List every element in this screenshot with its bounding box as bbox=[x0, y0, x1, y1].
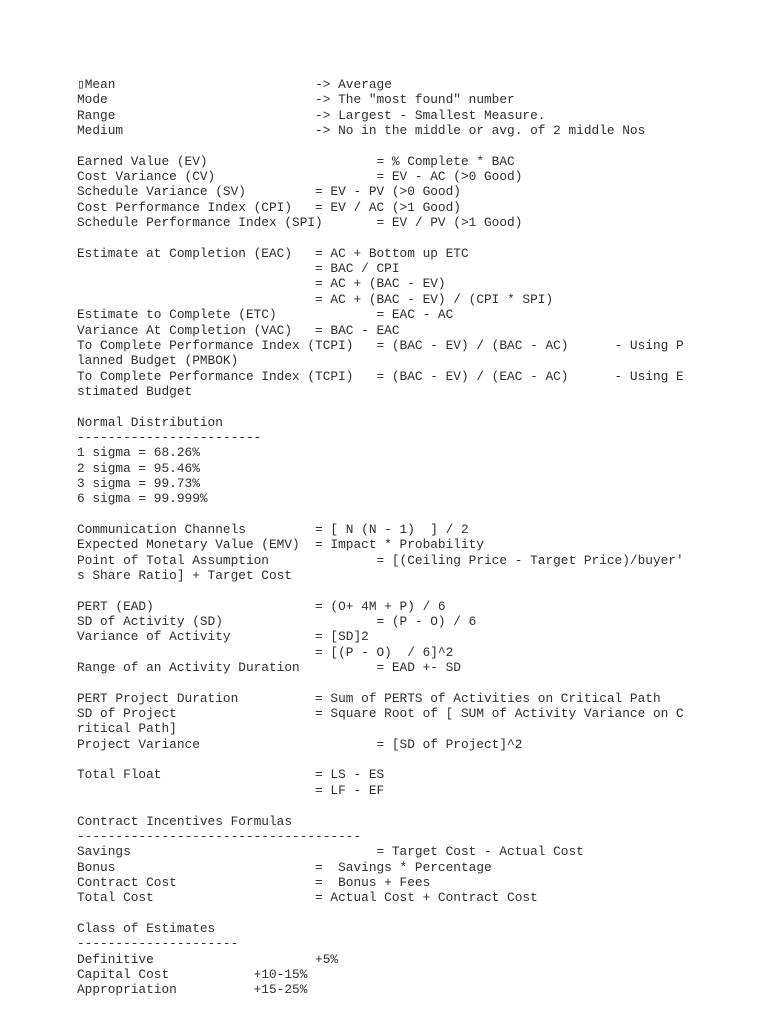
text-line: Schedule Variance (SV) = EV - PV (>0 Good) bbox=[77, 184, 461, 200]
text-line: = AC + (BAC - EV) / (CPI * SPI) bbox=[77, 291, 554, 307]
text-line: Point of Total Assumption = [(Ceiling Price - Target Price)/buyer' bbox=[77, 552, 684, 568]
text-line: = [(P - O) / 6]^2 bbox=[77, 644, 454, 660]
text-line: 3 sigma = 99.73% bbox=[77, 475, 200, 491]
text-line: Schedule Performance Index (SPI) = EV / PV (>1 Good) bbox=[77, 215, 523, 231]
text-line: SD of Project = Square Root of [ SUM of Activity Variance on C bbox=[77, 706, 684, 722]
text-line bbox=[77, 507, 684, 522]
text-line: Contract Cost = Bonus + Fees bbox=[77, 874, 431, 890]
text-line: ▯Mean -> Average bbox=[77, 77, 392, 92]
text-line bbox=[77, 399, 684, 414]
text-line: 6 sigma = 99.999% bbox=[77, 491, 208, 507]
text-line bbox=[77, 138, 684, 153]
text-line: Contract Incentives Formulas bbox=[77, 813, 293, 829]
text-line: SD of Activity (SD) = (P - O) / 6 bbox=[77, 614, 477, 630]
text-line: Communication Channels = [ N (N - 1) ] / 2 bbox=[77, 521, 469, 537]
text-line bbox=[77, 906, 684, 921]
text-line: PERT (EAD) = (O+ 4M + P) / 6 bbox=[77, 598, 446, 614]
text-line: Estimate to Complete (ETC) = EAC - AC bbox=[77, 307, 454, 323]
text-line: To Complete Performance Index (TCPI) = (BAC - EV) / (EAC - AC) - Using E bbox=[77, 368, 684, 384]
text-line bbox=[77, 583, 684, 598]
text-line: Variance of Activity = [SD]2 bbox=[77, 629, 369, 645]
text-line: Normal Distribution bbox=[77, 414, 223, 430]
text-line: stimated Budget bbox=[77, 383, 193, 399]
text-line: Expected Monetary Value (EMV) = Impact * Probability bbox=[77, 537, 485, 553]
text-line: = BAC / CPI bbox=[77, 261, 400, 277]
text-line: Earned Value (EV) = % Complete * BAC bbox=[77, 153, 515, 169]
text-line bbox=[77, 752, 684, 767]
text-line: 2 sigma = 95.46% bbox=[77, 460, 200, 476]
text-line: PERT Project Duration = Sum of PERTS of Activities on Critical Path bbox=[77, 690, 661, 706]
text-line: --------------------- bbox=[77, 936, 239, 952]
text-line: Medium -> No in the middle or avg. of 2 middle Nos bbox=[77, 123, 646, 139]
text-line: Cost Performance Index (CPI) = EV / AC (>1 Good) bbox=[77, 199, 461, 215]
text-line bbox=[77, 230, 684, 245]
text-line: lanned Budget (PMBOK) bbox=[77, 353, 239, 369]
text-line: Class of Estimates bbox=[77, 920, 216, 936]
text-line: Mode -> The "most found" number bbox=[77, 92, 515, 108]
text-line: Estimate at Completion (EAC) = AC + Bottom up ETC bbox=[77, 245, 469, 261]
formula-sheet-text bbox=[77, 77, 684, 998]
text-line: Project Variance = [SD of Project]^2 bbox=[77, 736, 523, 752]
text-line: s Share Ratio] + Target Cost bbox=[77, 568, 293, 583]
text-line: To Complete Performance Index (TCPI) = (BAC - EV) / (BAC - AC) - Using P bbox=[77, 337, 684, 353]
text-line: ------------------------------------- bbox=[77, 828, 362, 844]
text-line: Capital Cost +10-15% bbox=[77, 966, 308, 982]
text-line: Total Cost = Actual Cost + Contract Cost bbox=[77, 890, 538, 906]
text-line: Bonus = Savings * Percentage bbox=[77, 859, 492, 875]
text-line: = AC + (BAC - EV) bbox=[77, 276, 446, 292]
text-line: Savings = Target Cost - Actual Cost bbox=[77, 844, 584, 860]
text-line: Variance At Completion (VAC) = BAC - EAC bbox=[77, 322, 400, 338]
text-line: 1 sigma = 68.26% bbox=[77, 445, 200, 461]
text-line bbox=[77, 798, 684, 813]
text-line: Appropriation +15-25% bbox=[77, 982, 308, 998]
text-line: Range of an Activity Duration = EAD +- SD bbox=[77, 660, 461, 676]
text-line: Range -> Largest - Smallest Measure. bbox=[77, 107, 546, 123]
text-line: Definitive +5% bbox=[77, 951, 339, 967]
text-line: = LF - EF bbox=[77, 782, 385, 798]
text-line: Total Float = LS - ES bbox=[77, 767, 385, 783]
text-line bbox=[77, 675, 684, 690]
text-line: Cost Variance (CV) = EV - AC (>0 Good) bbox=[77, 169, 523, 185]
text-line: ritical Path] bbox=[77, 721, 177, 737]
text-line: ------------------------ bbox=[77, 429, 262, 445]
